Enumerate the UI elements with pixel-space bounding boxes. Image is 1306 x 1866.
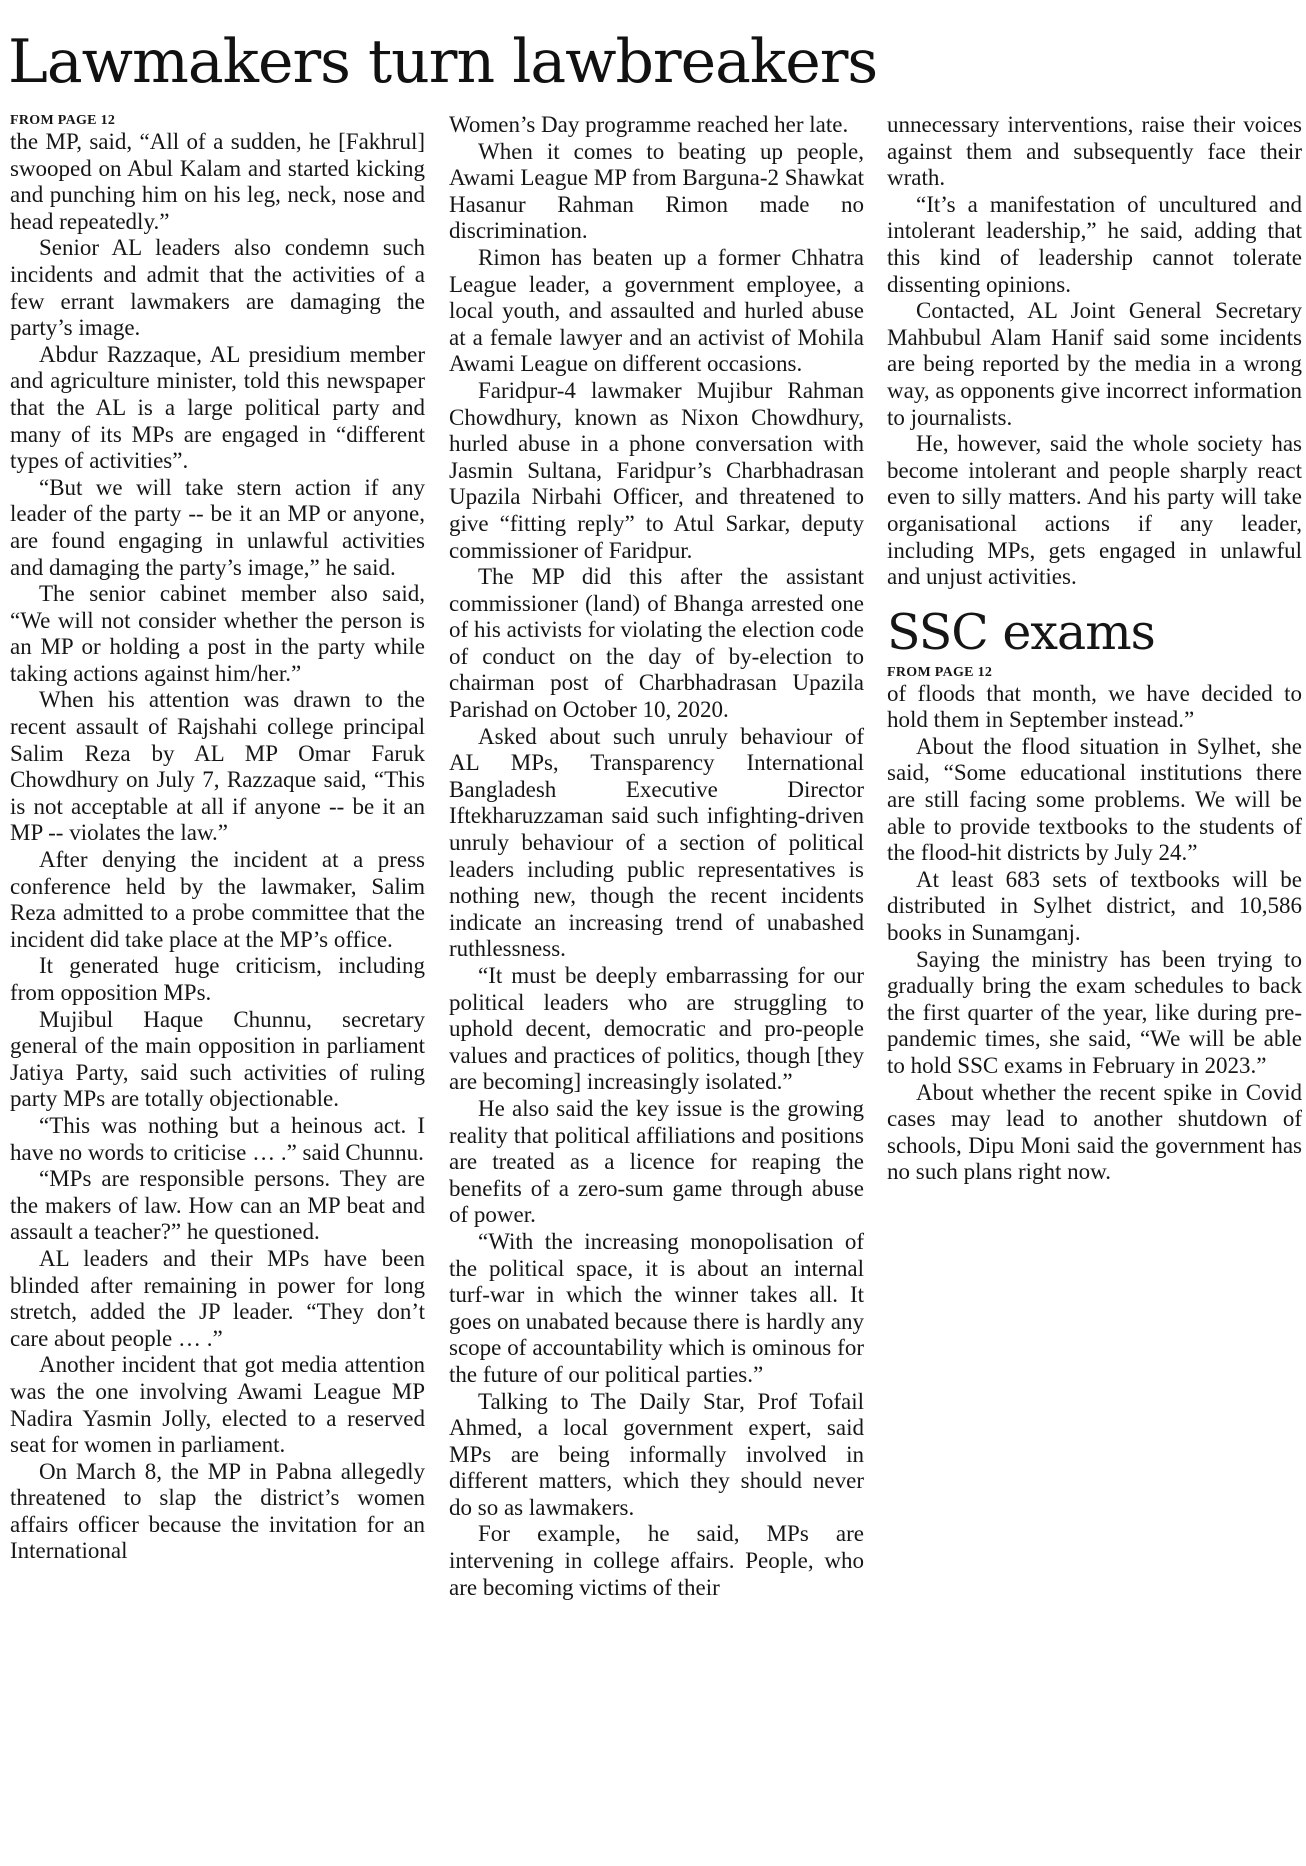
- paragraph: Faridpur-4 lawmaker Mujibur Rahman Chowdhury, known as Nixon Chowdhury, hurled abuse in a phone conversation with Jasmin Sultana, Faridpur’s Charbhadrasan Upazila Nirbahi Officer, and threatened to give “fitting reply” to Atul Sarkar, deputy commissioner of Faridpur.: [449, 377, 864, 563]
- paragraph: of floods that month, we have decided to hold them in September instead.”: [887, 680, 1302, 733]
- paragraph: “But we will take stern action if any leader of the party -- be it an MP or anyone, are found engaging in unlawful activities and damaging the party’s image,” he said.: [10, 474, 425, 580]
- paragraph: Abdur Razzaque, AL presidium member and agriculture minister, told this newspaper that the AL is a large political party and many of its MPs are engaged in “different types of activities”.: [10, 341, 425, 474]
- paragraph: The senior cabinet member also said, “We will not consider whether the person is an MP or holding a post in the party while taking actions against him/her.”: [10, 581, 425, 686]
- paragraph: For example, he said, MPs are intervening in college affairs. People, who are becoming victims of their: [449, 1521, 864, 1600]
- ssc-exams-headline: SSC exams: [887, 603, 1155, 661]
- paragraph: Another incident that got media attention was the one involving Awami League MP Nadira Yasmin Jolly, elected to a reserved seat for women in parliament.: [10, 1352, 425, 1458]
- paragraph: About whether the recent spike in Covid cases may lead to another shutdown of schools, Dipu Moni said the government has no such plans right now.: [887, 1079, 1302, 1185]
- paragraph: After denying the incident at a press conference held by the lawmaker, Salim Reza admitted to a probe committee that the incident did take place at the MP’s office.: [10, 847, 425, 952]
- article-headline: Lawmakers turn lawbreakers: [8, 27, 878, 97]
- paragraph: “With the increasing monopolisation of the political space, it is about an internal turf-war in which the winner takes all. It goes on unabated because there is hardly any scope of accountability which is ominous for the future of our political parties.”: [449, 1228, 864, 1387]
- paragraph: “It must be deeply embarrassing for our political leaders who are struggling to uphold decent, democratic and pro-people values and practices of politics, though [they are becoming] increasingly isolated.”: [449, 963, 864, 1095]
- paragraph: Talking to The Daily Star, Prof Tofail Ahmed, a local government expert, said MPs are being informally involved in different matters, which they should never do so as lawmakers.: [449, 1388, 864, 1520]
- paragraph: About the flood situation in Sylhet, she said, “Some educational institutions there are still facing some problems. We will be able to provide textbooks to the students of the flood-hit districts by July 24.”: [887, 733, 1302, 866]
- paragraph: When his attention was drawn to the recent assault of Rajshahi college principal Salim Reza by AL MP Omar Faruk Chowdhury on July 7, Razzaque said, “This is not acceptable at all if anyone -- be it an MP -- violates the law.”: [10, 687, 425, 846]
- article-column-2: [449, 112, 864, 1601]
- paragraph: Contacted, AL Joint General Secretary Mahbubul Alam Hanif said some incidents are being reported by the media in a wrong way, as opponents give incorrect information to journalists.: [887, 298, 1302, 430]
- paragraph: Women’s Day programme reached her late.: [449, 112, 849, 137]
- paragraph: unnecessary interventions, raise their voices against them and subsequently face their wrath.: [887, 112, 1302, 191]
- article-column-3: [887, 112, 1302, 1186]
- continued-from-label: FROM PAGE 12: [887, 664, 993, 680]
- paragraph: When it comes to beating up people, Awami League MP from Barguna-2 Shawkat Hasanur Rahman Rimon made no discrimination.: [449, 138, 864, 244]
- paragraph: “It’s a manifestation of uncultured and intolerant leadership,” he said, adding that this kind of leadership cannot tolerate dissenting opinions.: [887, 191, 1302, 297]
- paragraph: AL leaders and their MPs have been blinded after remaining in power for long stretch, added the JP leader. “They don’t care about people … .”: [10, 1245, 425, 1351]
- paragraph: The MP did this after the assistant commissioner (land) of Bhanga arrested one of his activists for violating the election code of conduct on the day of by-election to chairman post of Charbhadrasan Upazila Parishad on October 10, 2020.: [449, 564, 864, 723]
- article-column-1: [10, 112, 425, 1565]
- paragraph: the MP, said, “All of a sudden, he [Fakhrul] swooped on Abul Kalam and started kicking and punching him on his leg, neck, nose and head repeatedly.”: [10, 129, 425, 234]
- paragraph: Mujibul Haque Chunnu, secretary general of the main opposition in parliament Jatiya Party, said such activities of ruling party MPs are totally objectionable.: [10, 1006, 425, 1112]
- paragraph: “This was nothing but a heinous act. I have no words to criticise … .” said Chunnu.: [10, 1112, 425, 1165]
- paragraph: Asked about such unruly behaviour of AL MPs, Transparency International Bangladesh Executive Director Iftekharuzzaman said such infighting-driven unruly behaviour of a section of political leaders including public representatives is nothing new, though the recent incidents indicate an increasing trend of unabashed ruthlessness.: [449, 723, 864, 962]
- paragraph: “MPs are responsible persons. They are the makers of law. How can an MP beat and assault a teacher?” he questioned.: [10, 1166, 425, 1245]
- paragraph: He, however, said the whole society has become intolerant and people sharply react even to silly matters. And his party will take organisational actions if any leader, including MPs, gets engaged in unlawful and unjust activities.: [887, 431, 1302, 590]
- paragraph: It generated huge criticism, including from opposition MPs.: [10, 953, 425, 1005]
- paragraph: Rimon has beaten up a former Chhatra League leader, a government employee, a local youth, and assaulted and hurled abuse at a female lawyer and an activist of Mohila Awami League on different occasions.: [449, 244, 864, 377]
- paragraph: He also said the key issue is the growing reality that political affiliations and positions are treated as a licence for reaping the benefits of a zero-sum game through abuse of power.: [449, 1095, 864, 1228]
- continued-from-label: FROM PAGE 12: [10, 113, 116, 128]
- paragraph: At least 683 sets of textbooks will be distributed in Sylhet district, and 10,586 books in Sunamganj.: [887, 866, 1302, 946]
- paragraph: Saying the ministry has been trying to gradually bring the exam schedules to back the first quarter of the year, like during pre-pandemic times, she said, “We will be able to hold SSC exams in February in 2023.”: [887, 946, 1302, 1078]
- paragraph: On March 8, the MP in Pabna allegedly threatened to slap the district’s women affairs officer because the invitation for an International: [10, 1458, 425, 1564]
- paragraph: Senior AL leaders also condemn such incidents and admit that the activities of a few errant lawmakers are damaging the party’s image.: [10, 235, 425, 341]
